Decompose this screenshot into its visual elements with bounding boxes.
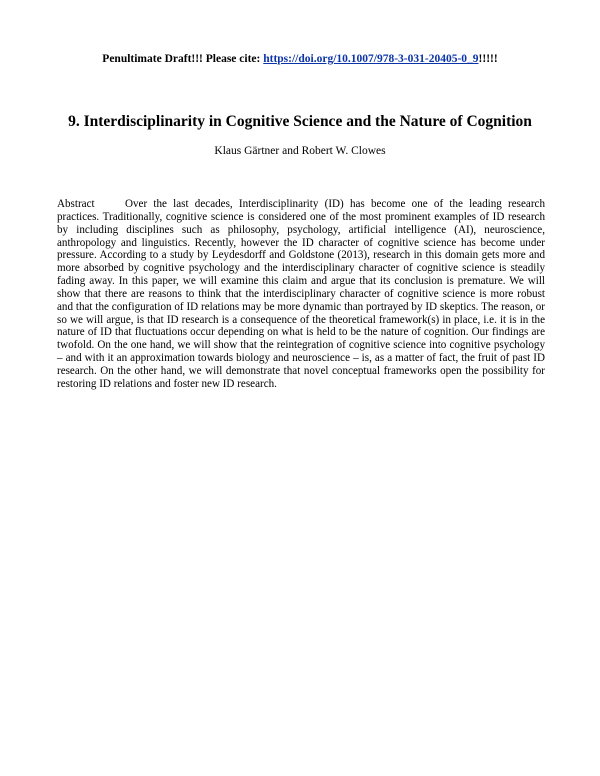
draft-notice	[0, 53, 600, 65]
paper-title: 9. Interdisciplinarity in Cognitive Science and the Nature of Cognition	[68, 113, 532, 130]
abstract-paragraph	[57, 198, 545, 391]
paper-authors: Klaus Gärtner and Robert W. Clowes	[214, 145, 386, 157]
abstract-text: Over the last decades, Interdisciplinarity (ID) has become one of the leading research practices. Traditionally, cognitive science is considered one of the most prominent examples of ID research by including disciplines such as philosophy, psychology, artificial intelligence (AI), neuroscience, anthropology and linguistics. Recently, however the ID character of cognitive science has become under pressure. According to a study by Leydesdorff and Goldstone (2013), research in this domain gets more and more absorbed by cognitive psychology and the interdisciplinary character of cognitive science is steadily fading away. In this paper, we will examine this claim and argue that its conclusion is premature. We will show that there are reasons to think that the interdisciplinary character of cognitive science is more robust and that the configuration of ID relations may be more dynamic than portrayed by ID skeptics. The reason, or so we will argue, is that ID research is a consequence of the theoretical framework(s) in place, i.e. it is in the nature of ID that fluctuations occur depending on what is held to be the nature of cognition. Our findings are twofold. On the one hand, we will show that the reintegration of cognitive science into cognitive psychology – and with it an approximation towards biology and neuroscience – is, as a matter of fact, the fruit of past ID research. On the other hand, we will demonstrate that novel conceptual frameworks open the possibility for restoring ID relations and foster new ID research.	[57, 198, 545, 390]
draft-notice-suffix: !!!!!	[478, 53, 498, 65]
abstract-label: Abstract	[57, 198, 95, 210]
doi-link[interactable]: https://doi.org/10.1007/978-3-031-20405-0_9	[263, 53, 479, 65]
draft-notice-prefix: Penultimate Draft!!! Please cite:	[102, 53, 264, 65]
